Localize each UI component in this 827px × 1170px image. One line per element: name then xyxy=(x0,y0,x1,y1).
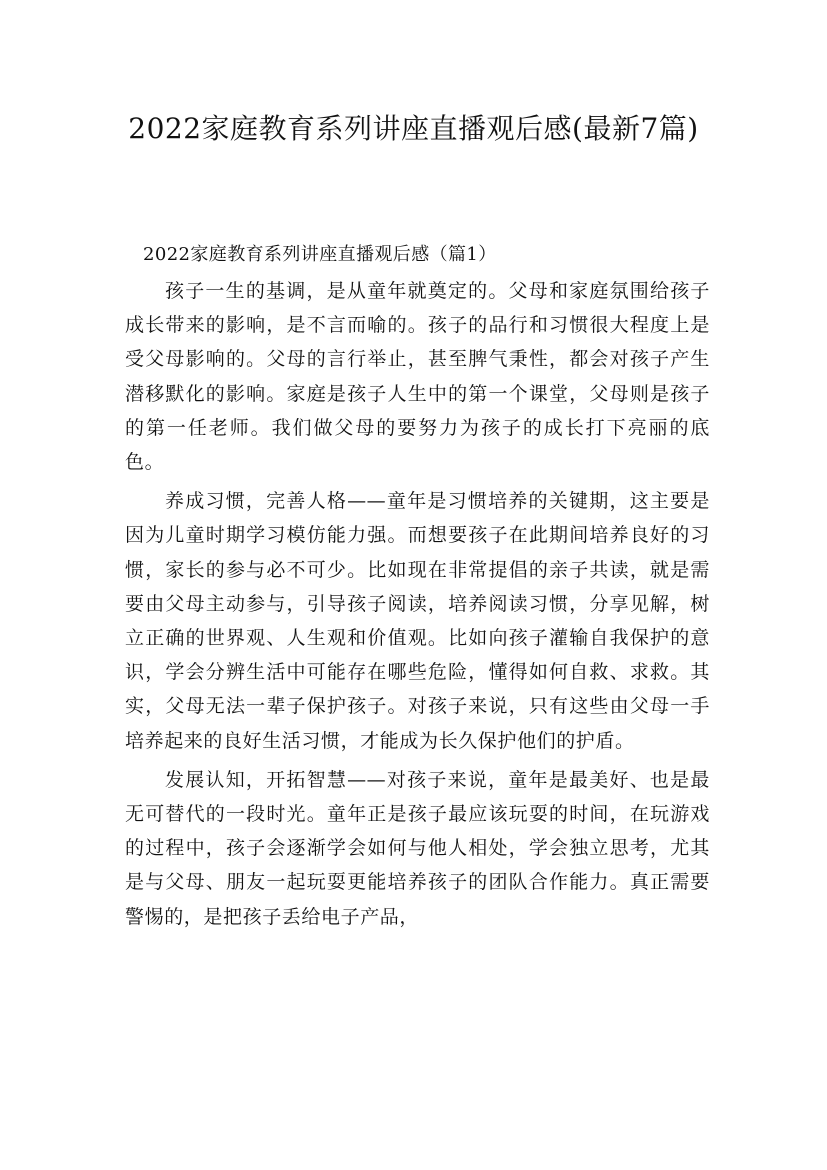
paragraph-2: 养成习惯，完善人格——童年是习惯培养的关键期，这主要是因为儿童时期学习模仿能力强。而想要孩子在此期间培养良好的习惯，家长的参与必不可少。比如现在非常提倡的亲子共读，就是需要由父母主动参与，引导孩子阅读，培养阅读习惯，分享见解，树立正确的世界观、人生观和价值观。比如向孩子灌输自我保护的意识，学会分辨生活中可能存在哪些危险，懂得如何自救、求救。其实，父母无法一辈子保护孩子。对孩子来说，只有这些由父母一手培养起来的良好生活习惯，才能成为长久保护他们的护盾。 xyxy=(125,490,710,752)
document-body xyxy=(125,236,710,939)
paragraph-1: 孩子一生的基调，是从童年就奠定的。父母和家庭氛围给孩子成长带来的影响，是不言而喻的。孩子的品行和习惯很大程度上是受父母影响的。父母的言行举止，甚至脾气秉性，都会对孩子产生潜移默化的影响。家庭是孩子人生中的第一个课堂，父母则是孩子的第一任老师。我们做父母的要努力为孩子的成长打下亮丽的底色。 xyxy=(125,280,710,474)
document-title: 2022家庭教育系列讲座直播观后感(最新7篇) xyxy=(128,112,699,145)
section-heading: 2022家庭教育系列讲座直播观后感（篇1） xyxy=(143,244,497,265)
paragraph-3: 发展认知，开拓智慧——对孩子来说，童年是最美好、也是最无可替代的一段时光。童年正是孩子最应该玩耍的时间，在玩游戏的过程中，孩子会逐渐学会如何与他人相处，学会独立思考，尤其是与父母、朋友一起玩耍更能培养孩子的团队合作能力。真正需要警惕的，是把孩子丢给电子产品， xyxy=(125,768,710,928)
